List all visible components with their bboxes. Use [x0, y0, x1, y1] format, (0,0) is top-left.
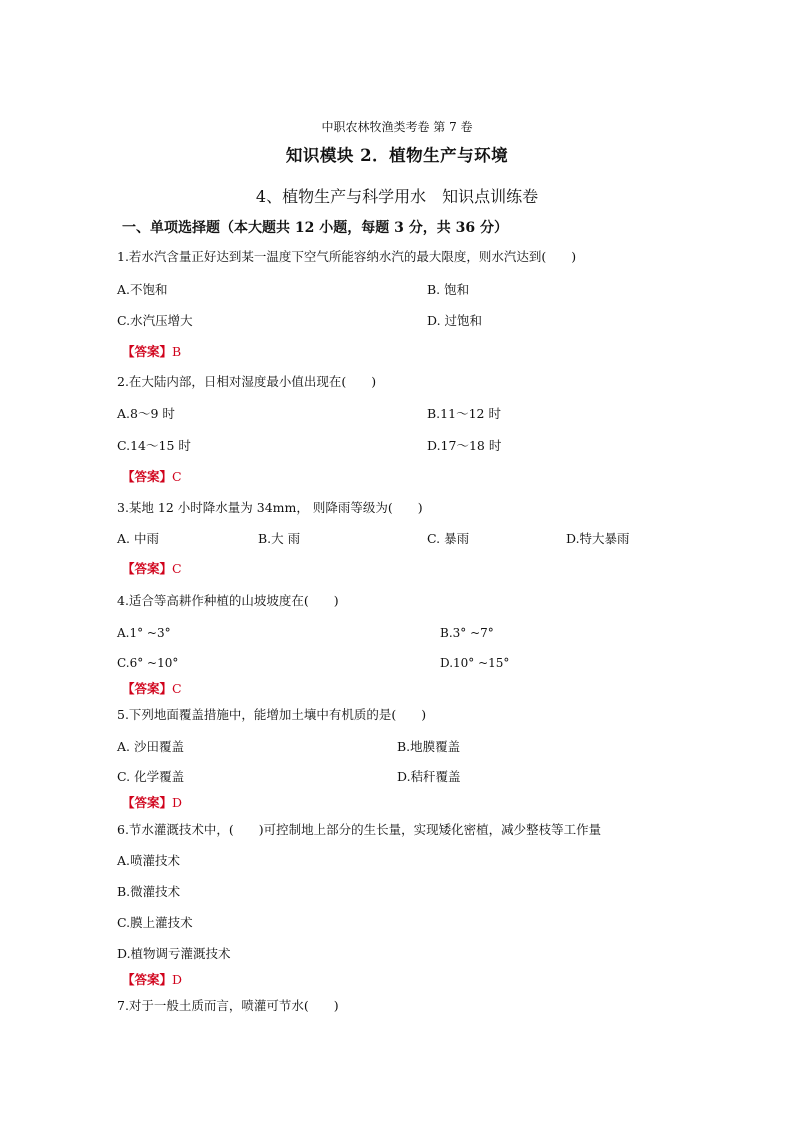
section-heading: 一、单项选择题（本大题共 12 小题，每题 3 分，共 36 分） [122, 220, 508, 236]
question-6-option-b: B.微灌技术 [117, 884, 181, 899]
question-5-option-c: C. 化学覆盖 [117, 769, 185, 784]
question-4-stem: 4.适合等高耕作种植的山坡坡度在( ) [117, 593, 339, 608]
answer-label: 【答案】 [122, 795, 173, 810]
question-2-answer [122, 469, 182, 485]
answer-label: 【答案】 [122, 469, 173, 484]
question-3-answer [122, 561, 182, 577]
question-2-stem: 2.在大陆内部，日相对湿度最小值出现在( ) [117, 374, 377, 389]
question-1-option-a: A.不饱和 [117, 282, 168, 297]
question-5-stem: 5.下列地面覆盖措施中，能增加土壤中有机质的是( ) [117, 707, 427, 722]
answer-value: C [172, 469, 182, 484]
question-5-option-b: B.地膜覆盖 [397, 739, 461, 754]
question-4-answer [122, 681, 182, 697]
module-title: 知识模块 2．植物生产与环境 [285, 146, 509, 165]
question-1-stem: 1.若水汽含量正好达到某一温度下空气所能容纳水汽的最大限度，则水汽达到( ) [117, 249, 577, 264]
answer-value: C [172, 561, 182, 576]
question-1-option-c: C.水汽压增大 [117, 313, 193, 328]
answer-value: D [172, 972, 183, 987]
answer-label: 【答案】 [122, 561, 173, 576]
question-7-stem: 7.对于一般土质而言，喷灌可节水( ) [117, 998, 339, 1013]
question-4-option-b: B.3° ~7° [440, 626, 494, 640]
question-3-option-d: D.特大暴雨 [566, 531, 630, 546]
question-1-answer [122, 344, 181, 360]
question-3-option-b: B.大 雨 [258, 531, 301, 546]
question-3-stem: 3.某地 12 小时降水量为 34mm， 则降雨等级为( ) [117, 500, 423, 515]
question-5-answer [122, 795, 182, 811]
question-6-option-a: A.喷灌技术 [117, 853, 181, 868]
question-2-option-d: D.17～18 时 [427, 438, 502, 453]
question-2-option-c: C.14～15 时 [117, 438, 191, 453]
question-2-option-b: B.11～12 时 [427, 406, 501, 421]
exam-series-title: 中职农林牧渔类考卷 第 7 卷 [321, 120, 473, 134]
answer-value: C [172, 681, 182, 696]
question-6-option-d: D.植物调亏灌溉技术 [117, 946, 231, 961]
paper-subtitle: 4、植物生产与科学用水 知识点训练卷 [255, 187, 539, 206]
answer-label: 【答案】 [122, 972, 173, 987]
question-2-option-a: A.8～9 时 [117, 406, 175, 421]
answer-label: 【答案】 [122, 344, 173, 359]
question-3-option-c: C. 暴雨 [427, 531, 470, 546]
question-4-option-c: C.6° ~10° [117, 656, 179, 670]
answer-value: B [172, 344, 182, 359]
question-6-option-c: C.膜上灌技术 [117, 915, 193, 930]
question-4-option-a: A.1° ~3° [117, 626, 171, 640]
question-4-option-d: D.10° ~15° [440, 656, 510, 670]
question-6-answer [122, 972, 182, 988]
question-1-option-b: B. 饱和 [427, 282, 470, 297]
question-3-option-a: A. 中雨 [117, 531, 159, 546]
question-5-option-a: A. 沙田覆盖 [117, 739, 184, 754]
question-5-option-d: D.秸秆覆盖 [397, 769, 461, 784]
question-6-stem: 6.节水灌溉技术中，( )可控制地上部分的生长量，实现矮化密植，减少整枝等工作量 [117, 822, 602, 837]
answer-value: D [172, 795, 183, 810]
question-1-option-d: D. 过饱和 [427, 313, 483, 328]
answer-label: 【答案】 [122, 681, 173, 696]
